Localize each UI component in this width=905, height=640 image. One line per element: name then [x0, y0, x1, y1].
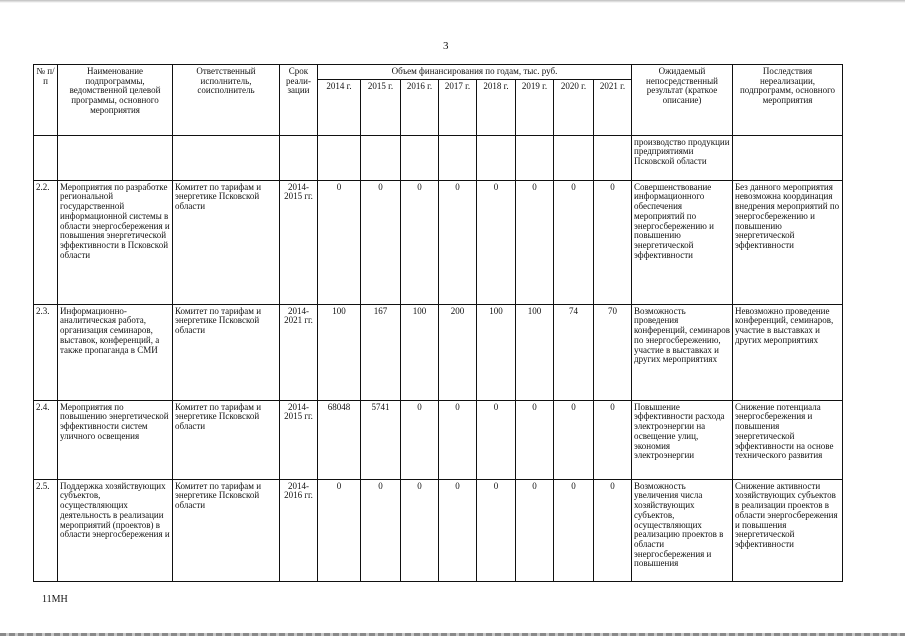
header-num: № п/п [34, 65, 58, 136]
row-value: 68048 [318, 400, 361, 479]
row-value: 0 [516, 400, 554, 479]
document-code: 11МН [42, 594, 68, 605]
header-year: 2020 г. [554, 79, 594, 135]
row-num: 2.4. [34, 400, 58, 479]
header-executor: Ответственный исполнитель, соисполнитель [173, 65, 280, 136]
row-value: 167 [361, 304, 401, 400]
table-row-continuation [34, 135, 843, 180]
row-result: Совершенствование информационного обеспечения мероприятий по энергосбережению и повышению энергетической эффективности [632, 180, 733, 304]
row-value: 0 [477, 400, 516, 479]
row-term: 2014-2015 гг. [280, 400, 318, 479]
header-year: 2016 г. [401, 79, 439, 135]
row-value: 0 [477, 479, 516, 581]
row-value: 0 [439, 400, 477, 479]
row-consequences: Невозможно проведение конференций, семинаров, участие в выставках и других мероприятиях [733, 304, 843, 400]
row-value: 0 [361, 180, 401, 304]
table-row [34, 304, 843, 400]
row-consequences: Снижение потенциала энергосбережения и повышения энергетической эффективности на основе технического развития [733, 400, 843, 479]
page-number: 3 [443, 40, 449, 52]
header-name: Наименование подпрограммы, ведомственной целевой программы, основного мероприятия [58, 65, 173, 136]
row-name: Мероприятия по разработке региональной государственной информационной системы в области энергосбережения и повышения энергетической эффективности в Псковской области [58, 180, 173, 304]
scan-edge-bottom [0, 633, 905, 636]
row-value: 0 [361, 479, 401, 581]
header-year: 2021 г. [594, 79, 632, 135]
row-value: 0 [401, 400, 439, 479]
continuation-result: производство продукции предприятиями Псковской области [632, 135, 733, 180]
row-value: 0 [439, 479, 477, 581]
row-num: 2.2. [34, 180, 58, 304]
row-name: Поддержка хозяйствующих субъектов, осуществляющих деятельность в реализации мероприятий (проектов) в области энергосбережения и [58, 479, 173, 581]
row-value: 70 [594, 304, 632, 400]
row-consequences: Без данного мероприятия невозможна координация внедрения мероприятий по энергосбережению и повышению энергетической эффективности [733, 180, 843, 304]
row-value: 0 [554, 479, 594, 581]
header-funding: Объем финансирования по годам, тыс. руб. [318, 65, 632, 80]
row-consequences: Снижение активности хозяйствующих субъектов в реализации проектов в области энергосбережения и повышения энергетической эффективности [733, 479, 843, 581]
row-executor: Комитет по тарифам и энергетике Псковской области [173, 180, 280, 304]
row-executor: Комитет по тарифам и энергетике Псковской области [173, 400, 280, 479]
row-value: 200 [439, 304, 477, 400]
row-result: Возможность проведения конференций, семинаров по энергосбережению, участие в выставках и других мероприятиях [632, 304, 733, 400]
row-result: Повышение эффективности расхода электроэнергии на освещение улиц, экономия электроэнергии [632, 400, 733, 479]
row-name: Информационно-аналитическая работа, организация семинаров, выставок, конференций, а также пропаганда в СМИ [58, 304, 173, 400]
header-year: 2018 г. [477, 79, 516, 135]
row-value: 0 [594, 180, 632, 304]
header-year: 2019 г. [516, 79, 554, 135]
header-year: 2015 г. [361, 79, 401, 135]
row-term: 2014-2021 гг. [280, 304, 318, 400]
row-value: 0 [439, 180, 477, 304]
header-year: 2017 г. [439, 79, 477, 135]
row-value: 100 [401, 304, 439, 400]
row-term: 2014-2016 гг. [280, 479, 318, 581]
header-term: Срок реали-зации [280, 65, 318, 136]
row-executor: Комитет по тарифам и энергетике Псковской области [173, 479, 280, 581]
row-num: 2.3. [34, 304, 58, 400]
row-value: 74 [554, 304, 594, 400]
row-term: 2014-2015 гг. [280, 180, 318, 304]
scan-edge-top [0, 0, 905, 3]
row-value: 0 [318, 479, 361, 581]
header-result: Ожидаемый непосредственный результат (краткое описание) [632, 65, 733, 136]
row-value: 100 [318, 304, 361, 400]
header-year: 2014 г. [318, 79, 361, 135]
table-row [34, 400, 843, 479]
table-row [34, 479, 843, 581]
header-consequences: Последствия нереализации, подпрограмм, основного мероприятия [733, 65, 843, 136]
row-value: 5741 [361, 400, 401, 479]
row-num: 2.5. [34, 479, 58, 581]
row-value: 100 [516, 304, 554, 400]
row-value: 100 [477, 304, 516, 400]
row-result: Возможность увеличения числа хозяйствующих субъектов, осуществляющих реализацию проектов в области энергосбережения и повышения [632, 479, 733, 581]
row-value: 0 [318, 180, 361, 304]
row-value: 0 [594, 400, 632, 479]
program-table [33, 64, 843, 582]
row-value: 0 [594, 479, 632, 581]
row-value: 0 [554, 180, 594, 304]
row-name: Мероприятия по повышению энергетической эффективности систем уличного освещения [58, 400, 173, 479]
row-value: 0 [516, 479, 554, 581]
row-value: 0 [477, 180, 516, 304]
row-value: 0 [401, 479, 439, 581]
row-executor: Комитет по тарифам и энергетике Псковской области [173, 304, 280, 400]
row-value: 0 [401, 180, 439, 304]
row-value: 0 [516, 180, 554, 304]
row-value: 0 [554, 400, 594, 479]
table-row [34, 180, 843, 304]
